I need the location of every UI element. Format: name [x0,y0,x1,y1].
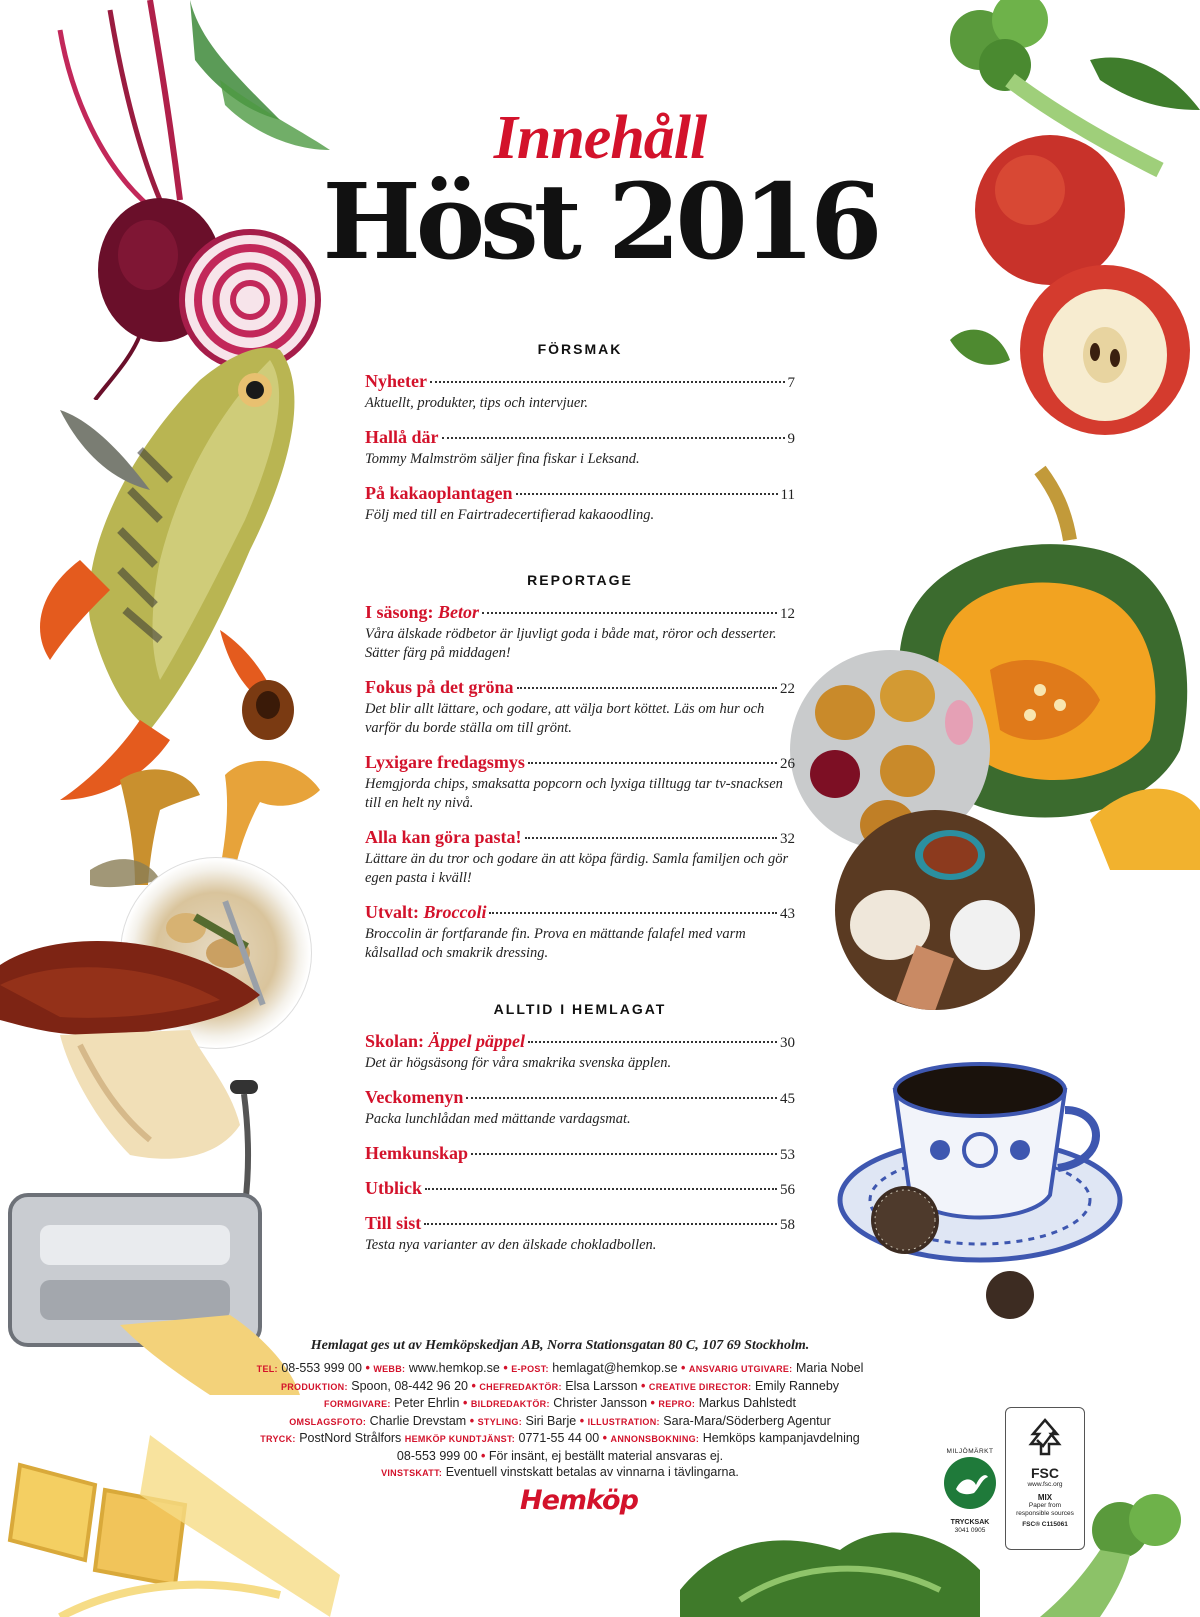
entry-title[interactable]: Veckomenyn [365,1087,464,1107]
toc-entry[interactable] [365,1143,795,1164]
entry-description: Lättare än du tror och godare än att köpa färdig. Samla familjen och gör egen pasta i kväll! [365,851,789,886]
entry-page: 30 [780,1035,795,1051]
entry-page: 53 [780,1147,795,1163]
toc-entry[interactable] [365,483,795,525]
entry-description: Aktuellt, produkter, tips och intervjuer. [365,395,588,411]
entry-description: Packa lunchlådan med mättande vardagsmat. [365,1111,631,1127]
entry-title[interactable]: Alla kan göra pasta! [365,827,522,847]
entry-description: Hemgjorda chips, smaksatta popcorn och lyxiga tilltugg tar tv-snacksen till en helt ny nivå. [365,776,783,811]
toc-section-forsmak [365,341,795,525]
imprint [230,1338,890,1482]
nordic-swan-label: MILJÖMÄRKT TRYCKSAK 3041 0905 [935,1448,1005,1534]
entry-title[interactable]: Hallå där [365,427,439,447]
toc-entry[interactable] [365,827,795,888]
entry-page: 7 [787,375,795,391]
toc-entry[interactable] [365,371,795,413]
section-heading: ALLTID I HEMLAGAT [493,1001,667,1017]
page-title: Höst 2016 [322,160,878,283]
fsc-label: FSC www.fsc.org MIX Paper from responsible sources FSC® C115061 [1005,1407,1085,1550]
entry-page: 32 [780,831,795,847]
coffee-cup-illustration [830,1050,1130,1320]
entry-description: Våra älskade rödbetor är ljuvligt goda i både mat, röror och desserter. Sätter färg på middagen! [365,626,777,661]
imprint-line-3: FORMGIVARE: Peter Ehrlin • BILDREDAKTÖR: Christer Jansson • REPRO: Markus Dahlstedt [324,1396,796,1410]
entry-description: Det är högsäsong för våra smakrika svenska äpplen. [365,1055,672,1071]
toc-section-reportage [365,572,795,963]
publisher-line: Hemlagat ges ut av Hemköpskedjan AB, Norra Stationsgatan 80 C, 107 69 Stockholm. [310,1338,810,1353]
entry-title[interactable]: Skolan: Äppel päppel [365,1031,526,1051]
entry-page: 11 [780,487,795,503]
dot-leader [489,912,777,914]
toc-entry[interactable] [365,1031,795,1073]
entry-title[interactable]: Hemkunskap [365,1143,469,1163]
dot-leader [516,493,778,495]
entry-page: 12 [780,606,795,622]
swan-icon [942,1455,998,1511]
entry-description: Testa nya varianter av den älskade chokladbollen. [365,1237,657,1253]
toc-entry[interactable] [365,427,795,469]
entry-title[interactable]: Lyxigare fredagsmys [365,752,525,772]
toc-section-alltid [365,1001,795,1255]
entry-title[interactable]: Fokus på det gröna [365,677,514,697]
toc-entry[interactable] [365,1087,795,1129]
dot-leader [424,1223,777,1225]
entry-description: Följ med till en Fairtradecertifierad kakaoodling. [365,507,655,523]
dot-leader [466,1097,777,1099]
imprint-line-4: OMSLAGSFOTO: Charlie Drevstam • STYLING: Siri Barje • ILLUSTRATION: Sara-Mara/Söderberg Agentur [289,1413,831,1428]
tree-check-icon [1023,1416,1067,1460]
imprint-line-5: TRYCK: PostNord Strålfors HEMKÖP KUNDTJÄNST: 0771-55 44 00 • ANNONSBOKNING: Hemköps kampanjavdelning [260,1431,860,1445]
snacks-photo [835,810,1035,1010]
dot-leader [528,1041,777,1043]
entry-title[interactable]: Utblick [365,1178,423,1198]
dot-leader [482,612,777,614]
toc-entry[interactable] [365,752,795,813]
dot-leader [471,1153,777,1155]
toc-entry[interactable] [365,677,795,738]
imprint-line-2: PRODUKTION: Spoon, 08-442 96 20 • CHEFREDAKTÖR: Elsa Larsson • CREATIVE DIRECTOR: Emily Ranneby [280,1378,840,1393]
entry-page: 9 [787,431,795,447]
entry-title[interactable]: På kakaoplantagen [365,483,513,503]
entry-title[interactable]: Till sist [365,1213,422,1233]
entry-page: 43 [780,906,795,922]
website-link[interactable]: www.hemkop.se [408,1361,500,1375]
dot-leader [517,687,777,689]
dot-leader [442,437,785,439]
page-kicker: Innehåll [493,104,707,172]
section-heading: REPORTAGE [527,572,633,588]
toc-entry[interactable] [365,902,795,963]
section-heading: FÖRSMAK [537,341,623,357]
entry-page: 26 [780,756,795,772]
entry-description: Tommy Malmström säljer fina fiskar i Leksand. [365,451,640,467]
dot-leader [528,762,777,764]
dot-leader [430,381,785,383]
entry-title[interactable]: Utvalt: Broccoli [365,902,487,922]
dot-leader [525,837,777,839]
dot-leader [425,1188,777,1190]
hemkop-logo: Hemköp [520,1485,638,1516]
toc-entry[interactable] [365,1213,795,1255]
entry-description: Det blir allt lättare, och godare, att välja bort köttet. Läs om hur och varför du borde ställa om till grönt. [365,701,765,736]
imprint-line-1: TEL: 08-553 999 00 • WEBB: www.hemkop.se • E-POST: hemlagat@hemkop.se • ANSVARIG UTGIVARE: Maria Nobel [256,1361,864,1375]
entry-title[interactable]: I säsong: Betor [365,602,480,622]
entry-page: 22 [780,681,795,697]
entry-page: 56 [780,1182,795,1198]
entry-page: 45 [780,1091,795,1107]
toc-entry[interactable] [365,1178,795,1199]
email-link[interactable]: hemlagat@hemkop.se [552,1361,678,1375]
entry-page: 58 [780,1217,795,1233]
entry-title[interactable]: Nyheter [365,371,427,391]
toc-entry[interactable] [365,602,795,663]
entry-description: Broccolin är fortfarande fin. Prova en mättande falafel med varm kålsallad och smakrik dressing. [365,926,746,961]
imprint-line-6: 08-553 999 00 • För insänt, ej beställt material ansvaras ej. [396,1448,724,1463]
imprint-line-7: VINSTSKATT: Eventuell vinstskatt betalas av vinnarna i tävlingarna. [381,1465,739,1479]
